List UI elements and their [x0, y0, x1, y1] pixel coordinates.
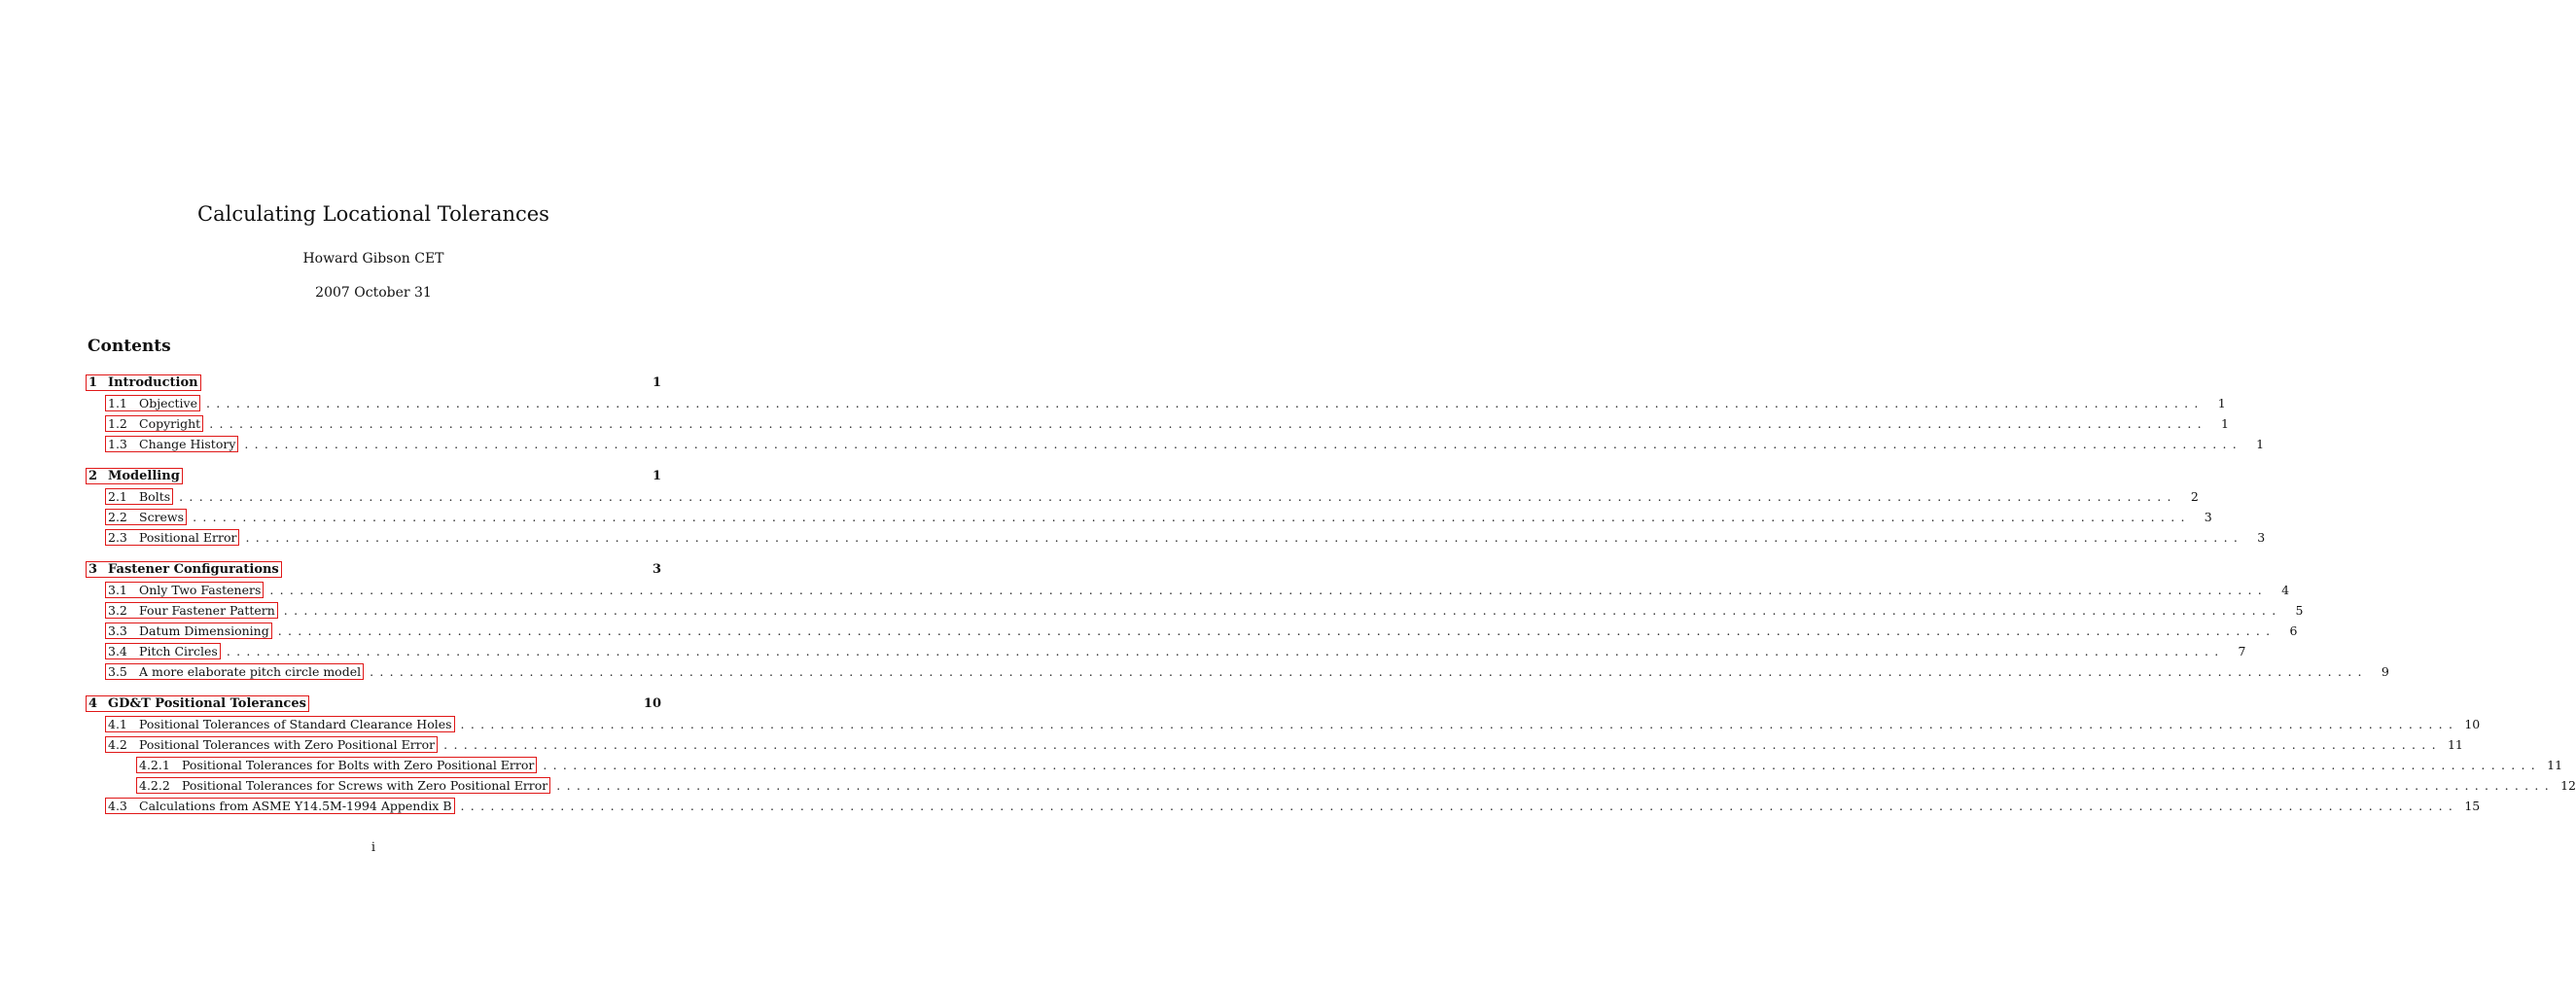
toc-entry-page: 1 — [2220, 416, 2229, 431]
toc-entry-page: 11 — [2447, 737, 2463, 752]
toc-entry-title: Change History — [139, 437, 236, 451]
toc-entry-title: Calculations from ASME Y14.5M-1994 Appendix B — [139, 799, 452, 813]
toc-entry — [86, 796, 2481, 816]
toc-entry-number: 3 — [88, 562, 98, 577]
toc-entry-number: 4.2 — [108, 737, 127, 752]
toc-entry-title: Positional Error — [139, 530, 237, 545]
toc-leader-dots: ........................................................................................................................................................................................................ — [460, 717, 2459, 731]
toc-entry-page: 1 — [2256, 437, 2265, 451]
toc-entry-link[interactable] — [86, 561, 282, 578]
toc-entry-number: 3.2 — [108, 603, 127, 618]
toc-entry-number: 3.1 — [108, 583, 127, 597]
toc-entry — [86, 559, 661, 580]
toc-section — [86, 466, 2266, 548]
toc-entry-page: 11 — [2547, 758, 2563, 772]
toc-entry — [86, 527, 2266, 548]
toc-entry-link[interactable] — [105, 415, 203, 432]
table-of-contents — [86, 373, 2576, 828]
toc-entry-link[interactable] — [105, 488, 173, 505]
toc-entry-number: 2.1 — [108, 489, 127, 504]
toc-entry-title: Four Fastener Pattern — [139, 603, 275, 618]
toc-entry — [86, 413, 2229, 434]
toc-entry-title: Only Two Fasteners — [139, 583, 262, 597]
toc-leader-dots: ........................................................................................................................................................................................................ — [244, 437, 2243, 451]
toc-entry-link[interactable] — [105, 643, 221, 659]
toc-leader-dots: ........................................................................................................................................................................................................ — [179, 489, 2177, 504]
toc-entry — [86, 434, 2265, 454]
toc-entry-link[interactable] — [136, 757, 537, 773]
toc-section — [86, 559, 2389, 682]
toc-entry-page: 10 — [2464, 717, 2481, 731]
toc-entry-link[interactable] — [105, 602, 278, 619]
toc-entry — [86, 621, 2298, 641]
toc-entry-title: Positional Tolerances of Standard Clearance Holes — [139, 717, 452, 731]
toc-entry-page: 15 — [2464, 799, 2481, 813]
page-number: i — [371, 840, 376, 855]
toc-entry-title: Positional Tolerances for Bolts with Zero Positional Error — [182, 758, 535, 772]
toc-leader-dots: ........................................................................................................................................................................................................ — [443, 737, 2442, 752]
toc-entry-number: 3.3 — [108, 623, 127, 638]
toc-entry-title: A more elaborate pitch circle model — [139, 664, 362, 679]
toc-entry — [86, 580, 2290, 600]
toc-entry-title: Screws — [139, 510, 185, 524]
toc-entry — [86, 393, 2226, 413]
toc-entry-link[interactable] — [105, 509, 187, 525]
toc-section — [86, 373, 2265, 454]
toc-entry-link[interactable] — [86, 468, 183, 484]
toc-entry-title: Objective — [139, 396, 198, 410]
toc-entry-page: 12 — [2560, 778, 2576, 793]
toc-entry-link[interactable] — [105, 436, 238, 452]
toc-entry-link[interactable] — [86, 695, 309, 712]
toc-section — [86, 694, 2576, 816]
toc-entry-number: 4.2.2 — [139, 778, 170, 793]
toc-leader-dots: ........................................................................................................................................................................................................ — [245, 530, 2244, 545]
toc-entry — [86, 641, 2246, 661]
page-title: Calculating Locational Tolerances — [197, 202, 549, 226]
toc-entry-title: Positional Tolerances for Screws with Zero Positional Error — [182, 778, 548, 793]
toc-entry-page: 3 — [652, 562, 661, 577]
toc-entry-link[interactable] — [136, 777, 550, 794]
toc-entry-link[interactable] — [105, 529, 239, 546]
toc-leader-dots: ........................................................................................................................................................................................................ — [209, 416, 2207, 431]
toc-entry-link[interactable] — [86, 374, 201, 391]
toc-leader-dots: ........................................................................................................................................................................................................ — [370, 664, 2368, 679]
toc-leader-dots: ........................................................................................................................................................................................................ — [460, 799, 2459, 813]
toc-entry-page: 5 — [2295, 603, 2304, 618]
toc-entry-number: 1 — [88, 375, 98, 390]
toc-entry — [86, 775, 2576, 796]
page-author: Howard Gibson CET — [302, 251, 444, 267]
toc-entry — [86, 755, 2563, 775]
toc-entry-link[interactable] — [105, 395, 200, 411]
toc-entry-number: 4.1 — [108, 717, 127, 731]
toc-entry-number: 1.2 — [108, 416, 127, 431]
toc-entry-page: 3 — [2204, 510, 2212, 524]
toc-entry-page: 1 — [652, 375, 661, 390]
toc-entry-title: Modelling — [108, 469, 180, 483]
toc-entry-link[interactable] — [105, 663, 364, 680]
toc-entry-title: Fastener Configurations — [108, 562, 279, 577]
toc-entry — [86, 714, 2481, 734]
toc-entry — [86, 600, 2304, 621]
toc-leader-dots: ........................................................................................................................................................................................................ — [269, 583, 2269, 597]
toc-entry-number: 4 — [88, 696, 98, 711]
toc-entry-page: 2 — [2190, 489, 2199, 504]
toc-entry-number: 3.4 — [108, 644, 127, 658]
toc-leader-dots: ........................................................................................................................................................................................................ — [193, 510, 2191, 524]
toc-entry — [86, 507, 2212, 527]
toc-entry — [86, 466, 661, 486]
toc-leader-dots: ........................................................................................................................................................................................................ — [556, 778, 2555, 793]
toc-entry-title: Introduction — [108, 375, 198, 390]
toc-entry-link[interactable] — [105, 716, 455, 732]
toc-entry-page: 3 — [2257, 530, 2266, 545]
toc-entry-number: 1.1 — [108, 396, 127, 410]
toc-entry-number: 2.2 — [108, 510, 127, 524]
toc-entry — [86, 661, 2389, 682]
toc-entry-number: 2.3 — [108, 530, 127, 545]
toc-entry — [86, 373, 661, 393]
toc-entry-title: Datum Dimensioning — [139, 623, 269, 638]
toc-entry-page: 7 — [2238, 644, 2246, 658]
toc-entry-page: 1 — [2217, 396, 2226, 410]
toc-entry-number: 2 — [88, 469, 98, 483]
toc-leader-dots: ........................................................................................................................................................................................................ — [206, 396, 2205, 410]
toc-entry-title: Bolts — [139, 489, 171, 504]
toc-entry-title: Positional Tolerances with Zero Positional Error — [139, 737, 436, 752]
toc-entry — [86, 486, 2199, 507]
toc-leader-dots: ........................................................................................................................................................................................................ — [277, 623, 2276, 638]
toc-entry-page: 6 — [2289, 623, 2298, 638]
toc-entry-link[interactable] — [105, 622, 272, 639]
toc-entry-number: 4.2.1 — [139, 758, 170, 772]
toc-entry-number: 3.5 — [108, 664, 127, 679]
contents-heading: Contents — [88, 337, 171, 356]
toc-entry-link[interactable] — [105, 736, 438, 753]
page-date: 2007 October 31 — [315, 285, 432, 301]
toc-entry — [86, 694, 661, 714]
toc-entry-title: Pitch Circles — [139, 644, 218, 658]
toc-entry-number: 4.3 — [108, 799, 127, 813]
toc-entry-title: Copyright — [139, 416, 201, 431]
toc-entry-page: 1 — [652, 469, 661, 483]
toc-entry-page: 4 — [2281, 583, 2290, 597]
toc-entry-number: 1.3 — [108, 437, 127, 451]
toc-entry-page: 10 — [643, 696, 661, 711]
toc-entry — [86, 734, 2463, 755]
toc-leader-dots: ........................................................................................................................................................................................................ — [543, 758, 2542, 772]
toc-entry-link[interactable] — [105, 798, 455, 814]
toc-entry-page: 9 — [2381, 664, 2389, 679]
toc-entry-title: GD&T Positional Tolerances — [108, 696, 306, 711]
toc-entry-link[interactable] — [105, 582, 264, 598]
toc-leader-dots: ........................................................................................................................................................................................................ — [283, 603, 2282, 618]
toc-leader-dots: ........................................................................................................................................................................................................ — [226, 644, 2225, 658]
